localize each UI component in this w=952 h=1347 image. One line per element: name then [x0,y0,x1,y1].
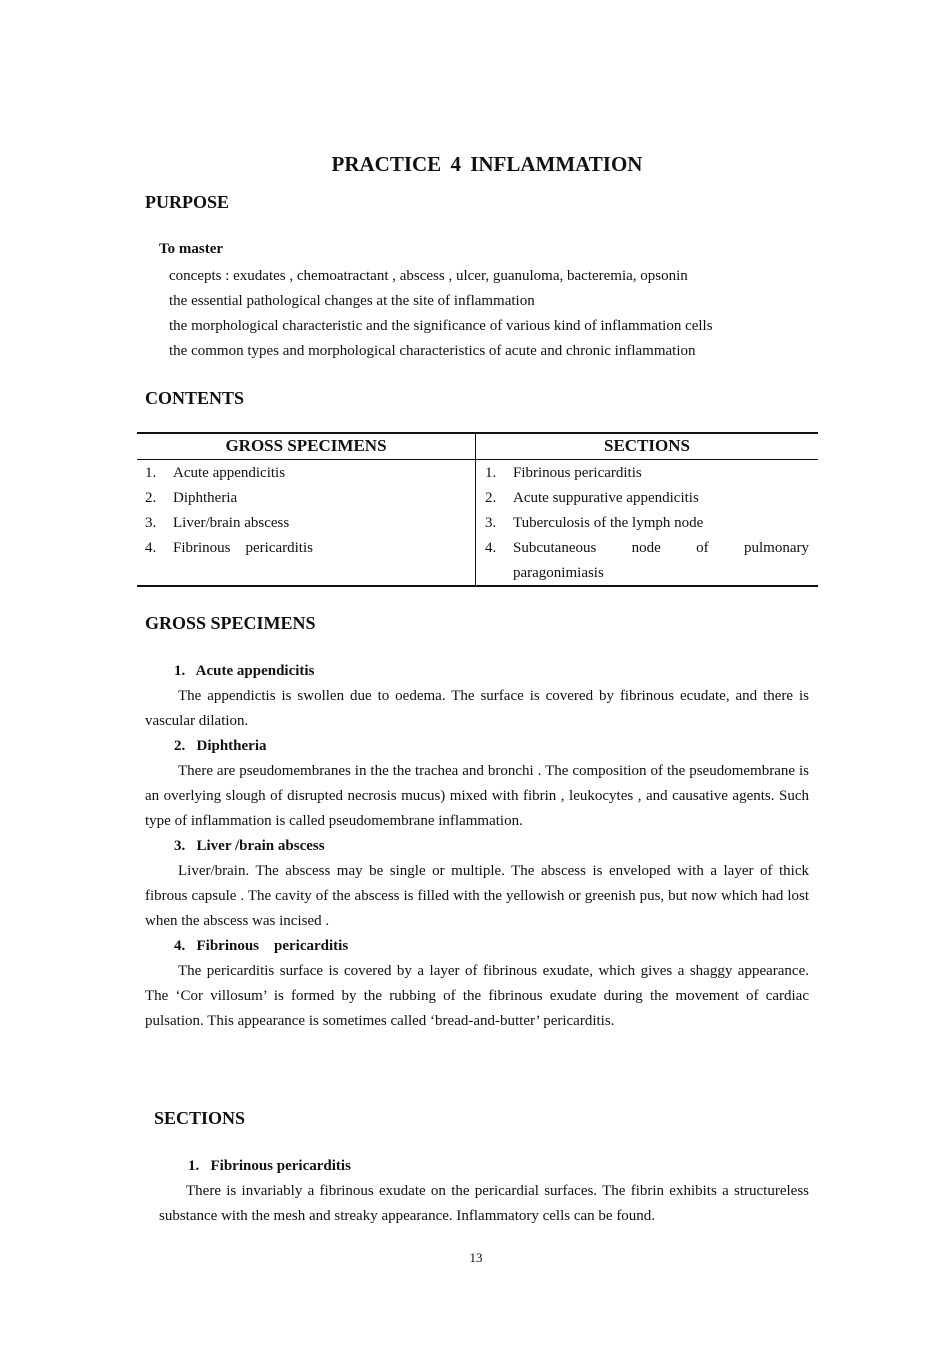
row-text: Liver/brain abscess [173,515,290,531]
table-row [485,461,809,486]
table-header-rule [137,459,818,460]
gross-column [145,461,465,561]
row-text: Fibrinous pericarditis [513,465,642,481]
row-number: 3. [145,515,157,531]
gross-item-text: There are pseudomembranes in the the trachea and bronchi . The composition of the pseudomembrane is an overlying slough of disrupted necrosis mucus) mixed with fibrin , leukocytes , and causative agents. Such type of inflammation is called pseudomembrane inflammation. [145,763,809,829]
gross-item-title: 1. Acute appendicitis [174,663,315,679]
gross-item-title: 4. Fibrinous pericarditis [174,938,349,954]
purpose-item: the common types and morphological characteristics of acute and chronic inflammation [169,343,696,359]
table-row-continuation [485,561,809,586]
purpose-heading: PURPOSE [145,192,230,212]
sections-column-header: SECTIONS [604,436,690,455]
row-number: 1. [145,465,157,481]
table-row [485,536,809,561]
gross-specimens-body [145,659,809,1034]
purpose-item: the morphological characteristic and the significance of various kind of inflammation cells [169,318,713,334]
sections-body [159,1154,809,1229]
row-number: 1. [485,465,497,481]
purpose-intro: To master [159,241,224,257]
table-row [145,536,465,561]
row-number: 2. [145,490,157,506]
table-row [145,511,465,536]
gross-item-text: The appendictis is swollen due to oedema. The surface is covered by fibrinous ecudate, and there is vascular dilation. [145,688,809,729]
row-number: 4. [145,540,157,556]
gross-item-text: The pericarditis surface is covered by a layer of fibrinous exudate, which gives a shaggy appearance. The ‘Cor villosum’ is formed by the rubbing of the fibrinous exudate during the movement of cardiac pulsation. This appearance is sometimes called ‘bread-and-butter’ pericarditis. [145,963,809,1029]
table-row [485,511,809,536]
row-text: Tuberculosis of the lymph node [513,515,704,531]
contents-heading: CONTENTS [145,388,245,408]
purpose-item: the essential pathological changes at the site of inflammation [169,293,535,309]
sections-column [485,461,809,586]
sections-heading: SECTIONS [154,1108,246,1128]
row-text: Fibrinous pericarditis [173,540,313,556]
row-text: Subcutaneous node of pulmonary [513,540,809,556]
page-title: PRACTICE 4 INFLAMMATION [331,152,643,176]
gross-item-title: 2. Diphtheria [174,738,267,754]
row-text: paragonimiasis [513,565,604,581]
gross-item-title: 3. Liver /brain abscess [174,838,325,854]
table-row [485,486,809,511]
page-number: 13 [469,1250,483,1265]
table-top-rule [137,432,818,434]
row-number: 4. [485,540,497,556]
row-text: Acute appendicitis [173,465,286,481]
gross-specimens-heading: GROSS SPECIMENS [145,613,316,633]
section-item-text: There is invariably a fibrinous exudate on the pericardial surfaces. The fibrin exhibits a structureless substance with the mesh and streaky appearance. Inflammatory cells can be found. [159,1183,809,1224]
table-row [145,461,465,486]
table-row [145,486,465,511]
gross-column-header: GROSS SPECIMENS [225,436,387,455]
row-text: Diphtheria [173,490,238,506]
row-number: 2. [485,490,497,506]
row-number: 3. [485,515,497,531]
gross-item-text: Liver/brain. The abscess may be single or multiple. The abscess is enveloped with a layer of thick fibrous capsule . The cavity of the abscess is filled with the yellowish or greenish pus, but now which had lost when the abscess was incised . [145,863,809,929]
contents-table [137,432,818,588]
purpose-item: concepts : exudates , chemoatractant , abscess , ulcer, guanuloma, bacteremia, opsonin [169,268,688,284]
purpose-list [169,264,819,364]
section-item-title: 1. Fibrinous pericarditis [188,1158,351,1174]
row-text: Acute suppurative appendicitis [513,490,699,506]
